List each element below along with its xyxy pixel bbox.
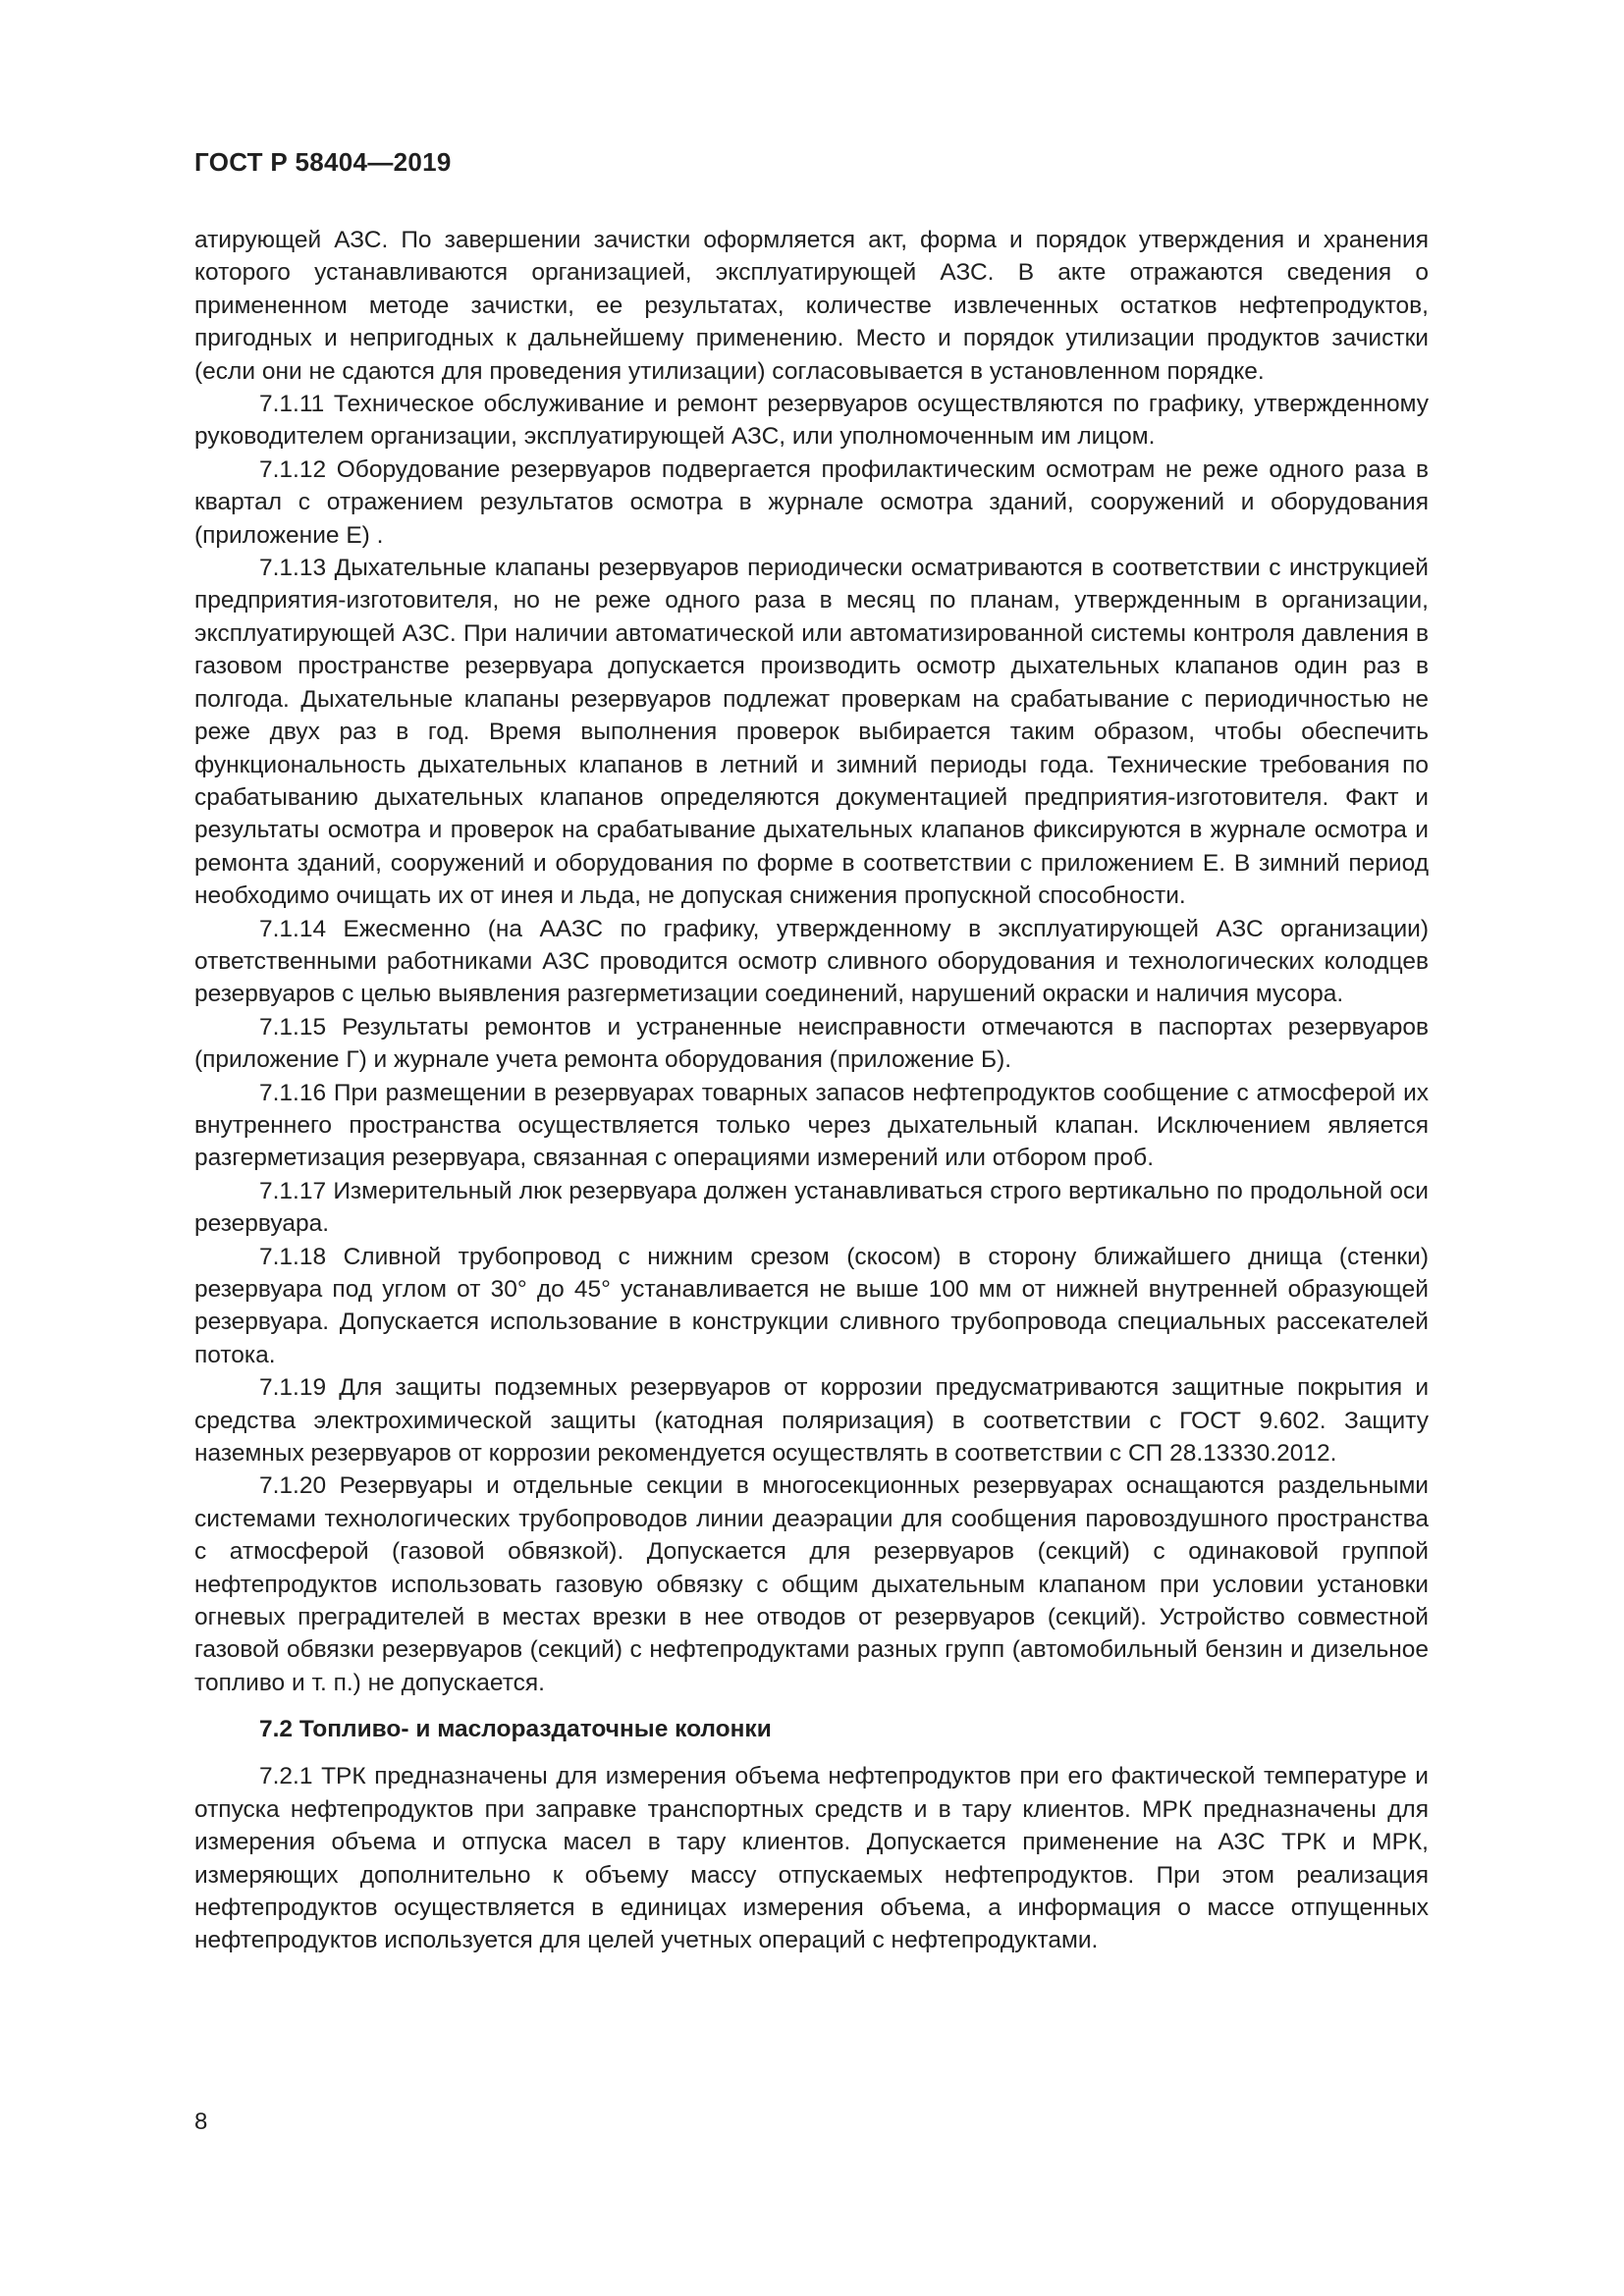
document-body — [194, 224, 1429, 1957]
paragraph-continuation: атирующей АЗС. По завершении зачистки оформляется акт, форма и порядок утверждения и хранения которого устанавливаются организацией, эксплуатирующей АЗС. В акте отражаются сведения о примененном методе зачистки, ее результатах, количестве извлеченных остатков нефтепродуктов, пригодных и непригодных к дальнейшему применению. Место и порядок утилизации продуктов зачистки (если они не сдаются для проведения утилизации) согласовывается в установленном порядке. — [194, 227, 1429, 385]
paragraph-7-1-17: 7.1.17 Измерительный люк резервуара должен устанавливаться строго вертикально по продольной оси резервуара. — [194, 1177, 1429, 1238]
paragraph-7-2-1: 7.2.1 ТРК предназначены для измерения объема нефтепродуктов при его фактической температуре и отпуска нефтепродуктов при заправке транспортных средств и в тару клиентов. МРК предназначены для измерения объема и отпуска масел в тару клиентов. Допускается применение на АЗС ТРК и МРК, измеряющих дополнительно к объему массу отпускаемых нефтепродуктов. При этом реализация нефтепродуктов осуществляется в единицах измерения объема, а информация о массе отпущенных нефтепродуктов используется для целей учетных операций с нефтепродуктами. — [194, 1763, 1429, 1954]
paragraph-7-1-14: 7.1.14 Ежесменно (на ААЗС по графику, утвержденному в эксплуатирующей АЗС организации) ответственными работниками АЗС проводится осмотр сливного оборудования и технологических колодцев резервуаров с целью выявления разгерметизации соединений, нарушений окраски и наличия мусора. — [194, 915, 1429, 1008]
paragraph-7-1-11: 7.1.11 Техническое обслуживание и ремонт резервуаров осуществляются по графику, утвержденному руководителем организации, эксплуатирующей АЗС, или уполномоченным им лицом. — [194, 391, 1429, 451]
paragraph-7-1-16: 7.1.16 При размещении в резервуарах товарных запасов нефтепродуктов сообщение с атмосферой их внутреннего пространства осуществляется только через дыхательный клапан. Исключением является разгерметизация резервуара, связанная с операциями измерений или отбором проб. — [194, 1079, 1429, 1172]
section-heading-7-2: 7.2 Топливо- и маслораздаточные колонки — [259, 1716, 772, 1743]
paragraph-7-1-20: 7.1.20 Резервуары и отдельные секции в многосекционных резервуарах оснащаются раздельными системами технологических трубопроводов линии деаэрации для сообщения паровоздушного пространства с атмосферой (газовой обвязкой). Допускается для резервуаров (секций) с одинаковой группой нефтепродуктов использовать газовую обвязку с общим дыхательным клапаном при условии установки огневых преградителей в местах врезки в нее отводов от резервуаров (секций). Устройство совместной газовой обвязки резервуаров (секций) с нефтепродуктами разных групп (автомобильный бензин и дизельное топливо и т. п.) не допускается. — [194, 1472, 1429, 1696]
document-header: ГОСТ Р 58404—2019 — [194, 147, 452, 177]
paragraph-7-1-15: 7.1.15 Результаты ремонтов и устраненные неисправности отмечаются в паспортах резервуаров (приложение Г) и журнале учета ремонта оборудования (приложение Б). — [194, 1013, 1429, 1074]
paragraph-7-1-13: 7.1.13 Дыхательные клапаны резервуаров периодически осматриваются в соответствии с инструкцией предприятия-изготовителя, но не реже одного раза в месяц по планам, утвержденным в организации, эксплуатирующей АЗС. При наличии автоматической или автоматизированной системы контроля давления в газовом пространстве резервуара допускается производить осмотр дыхательных клапанов один раз в полгода. Дыхательные клапаны резервуаров подлежат проверкам на срабатывание с периодичностью не реже двух раз в год. Время выполнения проверок выбирается таким образом, чтобы обеспечить функциональность дыхательных клапанов в летний и зимний периоды года. Технические требования по срабатыванию дыхательных клапанов определяются документацией предприятия-изготовителя. Факт и результаты осмотра и проверок на срабатывание дыхательных клапанов фиксируются в журнале осмотра и ремонта зданий, сооружений и оборудования по форме в соответствии с приложением Е. В зимний период необходимо очищать их от инея и льда, не допуская снижения пропускной способности. — [194, 555, 1429, 910]
paragraph-7-1-12: 7.1.12 Оборудование резервуаров подвергается профилактическим осмотрам не реже одного раза в квартал с отражением результатов осмотра в журнале осмотра зданий, сооружений и оборудования (приложение Е) . — [194, 455, 1429, 549]
paragraph-7-1-18: 7.1.18 Сливной трубопровод с нижним срезом (скосом) в сторону ближайшего днища (стенки) резервуара под углом от 30° до 45° устанавливается не выше 100 мм от нижней внутренней образующей резервуара. Допускается использование в конструкции сливного трубопровода специальных рассекателей потока. — [194, 1243, 1429, 1368]
page-number: 8 — [194, 2109, 208, 2135]
paragraph-7-1-19: 7.1.19 Для защиты подземных резервуаров от коррозии предусматриваются защитные покрытия и средства электрохимической защиты (катодная поляризация) в соответствии с ГОСТ 9.602. Защиту наземных резервуаров от коррозии рекомендуется осуществлять в соответствии с СП 28.13330.2012. — [194, 1374, 1429, 1468]
